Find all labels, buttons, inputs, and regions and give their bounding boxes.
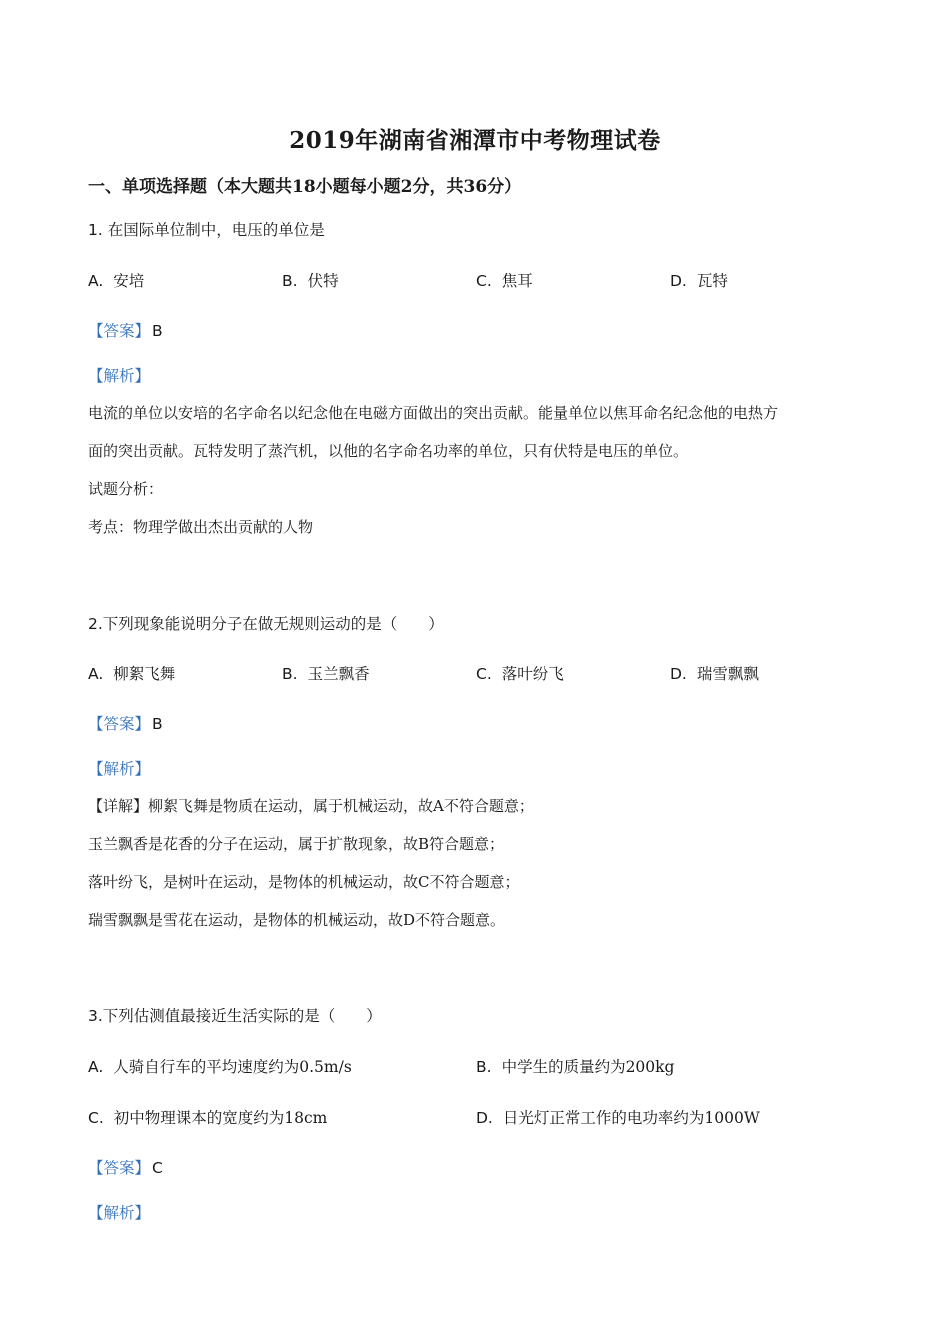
question-1-answer <box>88 319 163 341</box>
question-3-option-d <box>476 1106 760 1128</box>
question-1-analysis-line-3: 试题分析： <box>88 480 164 498</box>
answer-label: 【答案】 <box>88 715 151 733</box>
question-3-answer <box>88 1156 163 1178</box>
question-2-answer <box>88 712 163 734</box>
question-1-stem: 1. 在国际单位制中，电压的单位是 <box>88 221 325 239</box>
question-2-analysis-line-2: 玉兰飘香是花香的分子在运动，属于扩散现象，故B符合题意； <box>88 835 505 853</box>
question-2-analysis-label: 【解析】 <box>88 760 151 778</box>
option-letter: C. <box>476 665 492 683</box>
question-2-option-b <box>282 662 370 684</box>
question-2-analysis-line-4: 瑞雪飘飘是雪花在运动，是物体的机械运动，故D不符合题意。 <box>88 911 506 929</box>
option-text: 瓦特 <box>696 272 728 290</box>
answer-label: 【答案】 <box>88 322 151 340</box>
option-letter: A. <box>88 665 104 683</box>
option-text: 中学生的质量约为200kg <box>501 1058 675 1076</box>
question-1-analysis-line-2: 面的突出贡献。瓦特发明了蒸汽机，以他的名字命名功率的单位，只有伏特是电压的单位。 <box>88 442 689 460</box>
option-text: 焦耳 <box>501 272 533 290</box>
option-letter: B. <box>476 1058 492 1076</box>
option-letter: A. <box>88 272 104 290</box>
option-text: 日光灯正常工作的电功率约为1000W <box>502 1109 760 1127</box>
question-2-option-d <box>670 662 759 684</box>
question-3-option-b <box>476 1055 674 1077</box>
answer-label: 【答案】 <box>88 1159 151 1177</box>
question-1-option-a <box>88 269 144 291</box>
option-text: 初中物理课本的宽度约为18cm <box>113 1109 328 1127</box>
option-letter: D. <box>670 665 687 683</box>
question-3-stem: 3.下列估测值最接近生活实际的是（ ） <box>88 1007 382 1025</box>
option-text: 落叶纷飞 <box>501 665 564 683</box>
option-letter: B. <box>282 665 298 683</box>
answer-value: B <box>152 322 163 340</box>
question-2-analysis-line-1: 【详解】柳絮飞舞是物质在运动，属于机械运动，故A不符合题意； <box>88 797 534 815</box>
answer-value: B <box>152 715 163 733</box>
option-letter: A. <box>88 1058 104 1076</box>
option-letter: B. <box>282 272 298 290</box>
option-text: 玉兰飘香 <box>307 665 370 683</box>
section-heading: 一、单项选择题（本大题共18小题每小题2分，共36分） <box>88 177 522 197</box>
question-1-option-b <box>282 269 339 291</box>
option-letter: D. <box>476 1109 493 1127</box>
question-1-analysis-line-1: 电流的单位以安培的名字命名以纪念他在电磁方面做出的突出贡献。能量单位以焦耳命名纪念他的电热方 <box>88 404 779 422</box>
option-text: 安培 <box>113 272 145 290</box>
option-letter: C. <box>476 272 492 290</box>
question-1-analysis-line-4: 考点：物理学做出杰出贡献的人物 <box>88 518 314 536</box>
option-text: 人骑自行车的平均速度约为0.5m/s <box>113 1058 352 1076</box>
question-1-option-c <box>476 269 533 291</box>
question-3-option-c <box>88 1106 327 1128</box>
page-title: 2019年湖南省湘潭市中考物理试卷 <box>289 127 661 154</box>
question-2-stem: 2.下列现象能说明分子在做无规则运动的是（ ） <box>88 615 444 633</box>
question-2-analysis-line-3: 落叶纷飞，是树叶在运动，是物体的机械运动，故C不符合题意； <box>88 873 520 891</box>
option-text: 伏特 <box>307 272 339 290</box>
question-1-option-d <box>670 269 728 291</box>
question-3-option-a <box>88 1055 352 1077</box>
answer-value: C <box>152 1159 163 1177</box>
option-text: 柳絮飞舞 <box>113 665 176 683</box>
question-2-option-c <box>476 662 564 684</box>
option-letter: C. <box>88 1109 104 1127</box>
option-letter: D. <box>670 272 687 290</box>
option-text: 瑞雪飘飘 <box>696 665 759 683</box>
question-2-option-a <box>88 662 175 684</box>
question-1-analysis-label: 【解析】 <box>88 367 151 385</box>
question-3-analysis-label: 【解析】 <box>88 1204 151 1222</box>
